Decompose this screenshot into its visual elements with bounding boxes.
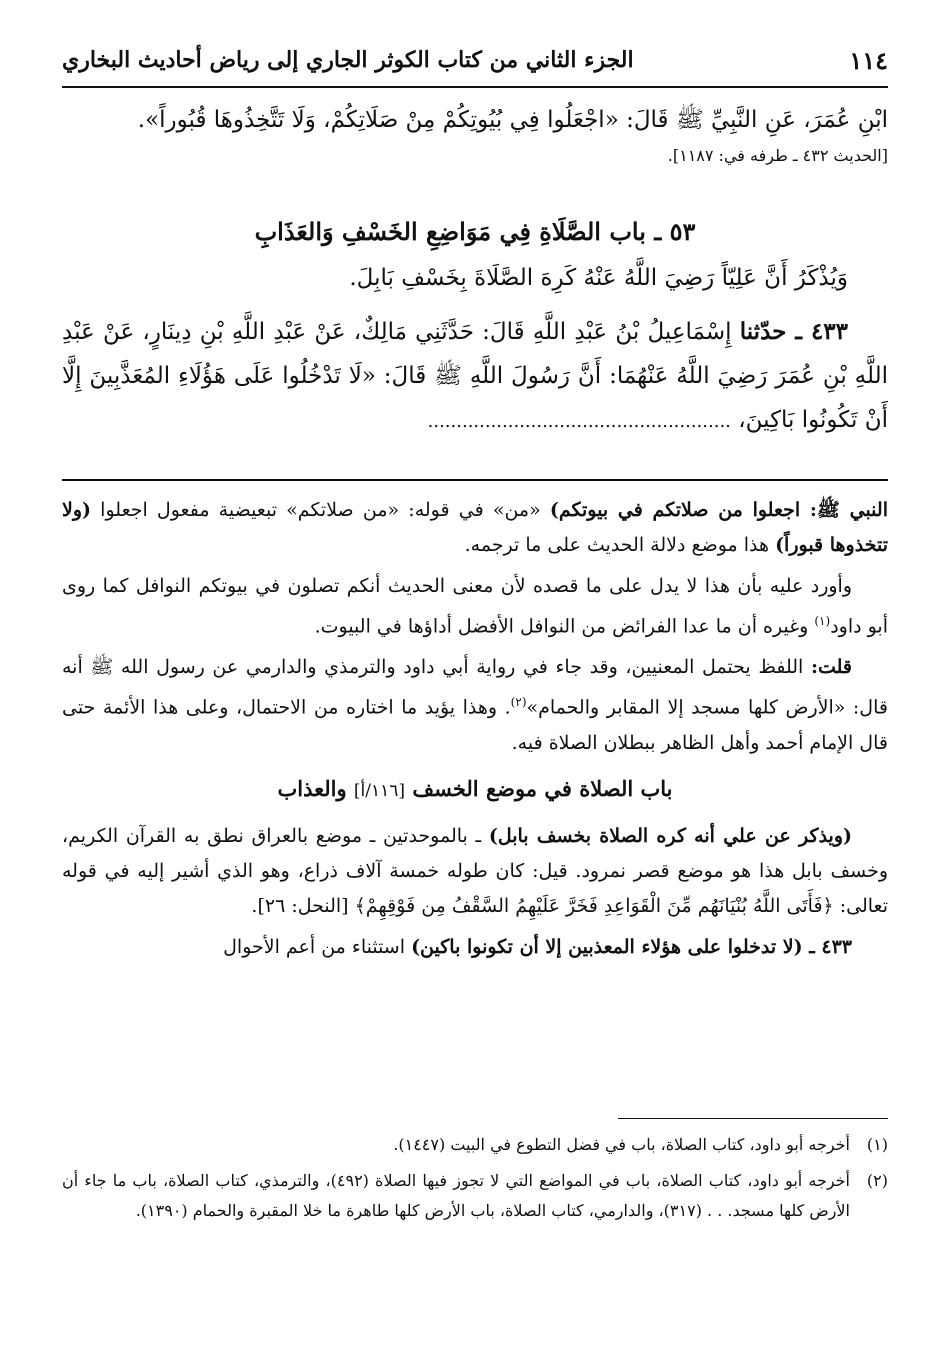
header-rule [62,86,888,88]
footnote-rule [618,1118,888,1119]
footnote-text: أخرجه أبو داود، كتاب الصلاة، باب في المواضع التي لا تجوز فيها الصلاة (٤٩٢)، والترمذي، كتاب الصلاة، باب ما جاء أن الأرض كلها مسجد. . . (٣١٧)، والدارمي، كتاب الصلاة، باب الأرض كلها طاهرة ما خلا المقبرة والحمام (١٣٩٠). [62,1171,851,1220]
commentary-p1-bold2: (ولا تتخذوها قبوراً) [62,499,888,556]
commentary-p4-bold: (ويذكر عن علي أنه كره الصلاة بخسف بابل) [488,824,852,847]
footnote-number: (١) [866,1135,888,1154]
footnote-ref-2[interactable]: (٢) [510,695,527,710]
commentary-p1-rest: «من» في قوله: «من صلاتكم» تبعيضية مفعول اجعلوا [91,499,550,521]
commentary-paragraph-3 [62,650,888,760]
hadith-top-reference: [الحديث ٤٣٢ ـ طرفه في: ١١٨٧]. [667,146,888,165]
matn-commentary-divider [62,479,888,481]
commentary-p5-a: استثناء من أعم الأحوال [223,935,412,958]
quran-verse-reference: [النحل: ٢٦]. [251,894,355,917]
commentary-p1-bold: النبي ﷺ: اجعلوا من صلاتكم في بيوتكم) [549,499,888,521]
hadith-433-body: إِسْمَاعِيلُ بْنُ عَبْدِ اللَّهِ قَالَ: حَدَّثَنِي مَالِكٌ، عَنْ عَبْدِ اللَّهِ بْنِ دِينَارٍ، عَنْ عَبْدِ اللَّهِ بْنِ عُمَرَ رَضِيَ اللَّهُ عَنْهُمَا: أَنَّ رَسُولَ اللَّهِ ﷺ قَالَ: «لَا تَدْخُلُوا عَلَى هَؤُلَاءِ المُعَذَّبِينَ إِلَّا أَنْ تَكُونُوا بَاكِينَ، [62,319,888,433]
footnote-ref-1[interactable]: (١) [814,614,831,628]
commentary-paragraph-5 [62,930,888,965]
hadith-433-text [62,310,888,444]
commentary-p3-b: . وهذا يؤيد ما اختاره من الاحتمال، وعلى هذا الأئمة حتى قال الإمام أحمد وأهل الظاهر ببطلان الصلاة فيه. [62,696,888,754]
commentary-chapter-title [62,767,888,813]
commentary-paragraph-1 [62,493,888,563]
commentary-p3-bold: قلت: [810,656,852,679]
commentary-p3-a: اللفظ يحتمل المعنيين، وقد جاء في رواية أبي داود والترمذي والدارمي عن رسول الله ﷺ أنه قال: «الأرض كلها مسجد إلا المقابر والحمام» [62,656,888,719]
page-header [62,38,888,82]
chapter-block [62,208,888,300]
commentary [62,493,888,965]
hadith-433-label: ٤٣٣ ـ حدّثنا [739,318,848,345]
footnote-2 [62,1166,888,1226]
quran-verse: ﴿فَأَتَى اللَّهُ بُنْيَانَهُم مِّنَ الْقَوَاعِدِ فَخَرَّ عَلَيْهِمُ السَّقْفُ مِن فَوْقِهِمْ﴾ [354,894,834,917]
footnote-text: أخرجه أبو داود، كتاب الصلاة، باب في فضل التطوع في البيت (١٤٤٧). [393,1135,850,1154]
commentary-p1-end: هذا موضع دلالة الحديث على ما ترجمه. [464,534,776,556]
commentary-chapter-title-a: باب الصلاة في موضع الخسف [412,775,673,801]
commentary-p4-a: ـ بالموحدتين ـ موضع بالعراق نطق به القرآن الكريم، وخسف بابل هذا هو موضع قصر نمرود. قيل: كان طوله خمسة آلاف ذراع، وهو الذي أشير إليه في قوله تعالى: [62,824,888,917]
footnote-number: (٢) [866,1171,888,1190]
footnotes [62,1130,888,1226]
commentary-p5-bold: ٤٣٣ ـ (لا تدخلوا على هؤلاء المعذبين إلا أن تكونوا باكين) [411,935,852,958]
chapter-title: ٥٣ ـ باب الصَّلَاةِ فِي مَوَاضِعِ الخَسْفِ وَالعَذَابِ [254,217,696,246]
chapter-intro: وَيُذْكَرُ أَنَّ عَلِيّاً رَضِيَ اللَّهُ عَنْهُ كَرِهَ الصَّلَاةَ بِخَسْفِ بَابِلَ. [349,265,848,291]
commentary-paragraph-2 [62,569,888,644]
hadith-top-text: ابْنِ عُمَرَ، عَنِ النَّبِيِّ ﷺ قَالَ: «اجْعَلُوا فِي بُيُوتِكُمْ مِنْ صَلَاتِكُمْ، وَلَا تَتَّخِذُوهَا قُبُوراً». [137,107,888,133]
page-number: ١١٤ [849,45,888,75]
running-title: الجزء الثاني من كتاب الكوثر الجاري إلى رياض أحاديث البخاري [62,47,634,73]
hadith-433 [62,310,888,444]
manuscript-folio-ref: [١١٦/أ] [353,780,406,801]
hadith-top [62,98,888,170]
commentary-chapter-title-b: والعذاب [277,775,347,801]
commentary-p2-b: وغيره أن ما عدا الفرائض من النوافل الأفضل أداؤها في البيوت. [314,615,815,638]
hadith-433-dots: ..................................................... [427,411,731,432]
footnote-1 [62,1130,888,1160]
commentary-p2-a: وأورد عليه بأن هذا لا يدل على ما قصده لأن معنى الحديث أنكم تصلون في بيوتكم النوافل كما روى أبو داود [62,575,888,638]
commentary-paragraph-4 [62,819,888,924]
